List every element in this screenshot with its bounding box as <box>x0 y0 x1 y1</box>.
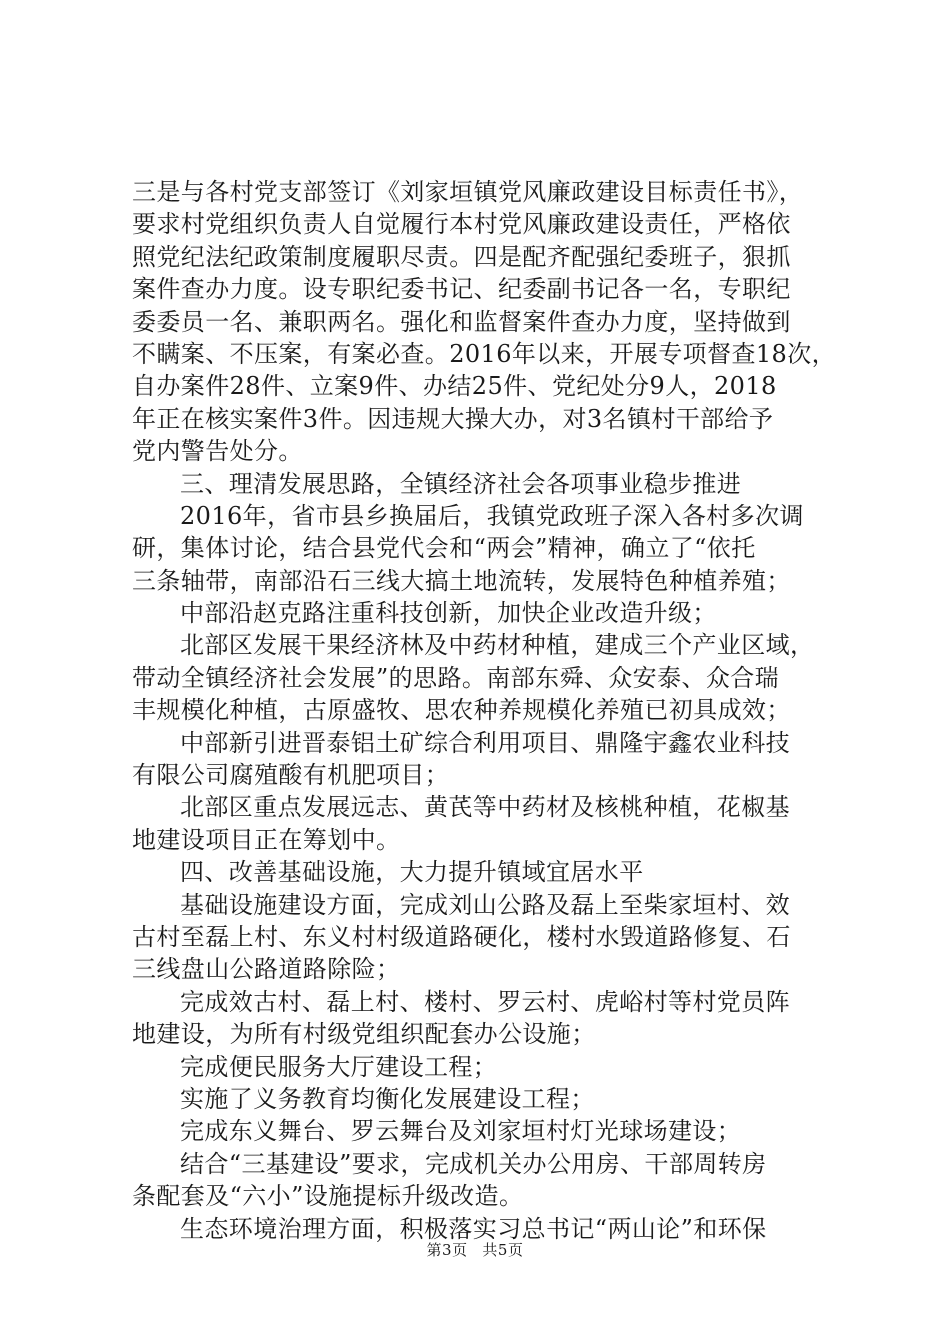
text-line: 地建设项目正在筹划中。 <box>132 825 401 854</box>
text-line: 四、改善基础设施，大力提升镇域宜居水平 <box>180 858 644 887</box>
body-text <box>132 176 852 1245</box>
text-line: 要求村党组织负责人自觉履行本村党风廉政建设责任，严格依 <box>132 210 791 239</box>
text-line: 完成效古村、磊上村、楼村、罗云村、虎峪村等村党员阵 <box>180 987 790 1016</box>
text-line: 条配套及“六小”设施提标升级改造。 <box>132 1182 524 1211</box>
text-line: 生态环境治理方面，积极落实习总书记“两山论”和环保 <box>180 1214 767 1243</box>
text-line: 北部区重点发展远志、黄芪等中药材及核桃种植，花椒基 <box>180 793 790 822</box>
text-line: 地建设，为所有村级党组织配套办公设施； <box>132 1020 596 1049</box>
text-line: 丰规模化种植，古原盛牧、思农种养规模化养殖已初具成效； <box>132 696 791 725</box>
text-line: 中部沿赵克路注重科技创新，加快企业改造升级； <box>180 599 717 628</box>
text-line: 结合“三基建设”要求，完成机关办公用房、干部周转房 <box>180 1149 767 1178</box>
text-line: 三、理清发展思路，全镇经济社会各项事业稳步推进 <box>180 469 742 498</box>
text-line: 完成东义舞台、罗云舞台及刘家垣村灯光球场建设； <box>180 1117 742 1146</box>
text-line: 基础设施建设方面，完成刘山公路及磊上至柴家垣村、效 <box>180 890 790 919</box>
page-number: 第3页 <box>426 1241 468 1259</box>
text-line: 自办案件28件、立案9件、办结25件、党纪处分9人，2018 <box>132 372 777 401</box>
text-line: 三条轴带，南部沿石三线大搞土地流转，发展特色种植养殖； <box>132 566 791 595</box>
text-line: 三线盘山公路道路除险； <box>132 955 401 984</box>
text-line: 案件查办力度。设专职纪委书记、纪委副书记各一名，专职纪 <box>132 275 791 304</box>
text-line: 有限公司腐殖酸有机肥项目； <box>132 761 450 790</box>
text-line: 带动全镇经济社会发展”的思路。南部东舜、众安泰、众合瑞 <box>132 663 780 692</box>
text-line: 中部新引进晋泰铝土矿综合利用项目、鼎隆宇鑫农业科技 <box>180 728 790 757</box>
text-line: 2016年，省市县乡换届后，我镇党政班子深入各村多次调 <box>180 501 804 530</box>
text-line: 委委员一名、兼职两名。强化和监督案件查办力度，坚持做到 <box>132 307 791 336</box>
text-line: 三是与各村党支部签订《刘家垣镇党风廉政建设目标责任书》， <box>132 178 804 206</box>
text-line: 研，集体讨论，结合县党代会和“两会”精神，确立了“依托 <box>132 534 756 563</box>
text-line: 不瞒案、不压案，有案必查。2016年以来，开展专项督查18次， <box>132 339 837 368</box>
text-line: 党内警告处分。 <box>132 437 303 466</box>
text-line: 实施了义务教育均衡化发展建设工程； <box>180 1084 595 1113</box>
text-line: 完成便民服务大厅建设工程； <box>180 1052 498 1081</box>
page-total: 共5页 <box>482 1241 524 1259</box>
text-line: 年正在核实案件3件。因违规大操大办，对3名镇村干部给予 <box>132 404 774 433</box>
text-line: 照党纪法纪政策制度履职尽责。四是配齐配强纪委班子，狠抓 <box>132 242 791 271</box>
text-line: 古村至磊上村、东义村村级道路硬化，楼村水毁道路修复、石 <box>132 922 791 951</box>
page-footer <box>0 1240 950 1260</box>
text-line: 北部区发展干果经济林及中药材种植，建成三个产业区域， <box>180 631 815 660</box>
